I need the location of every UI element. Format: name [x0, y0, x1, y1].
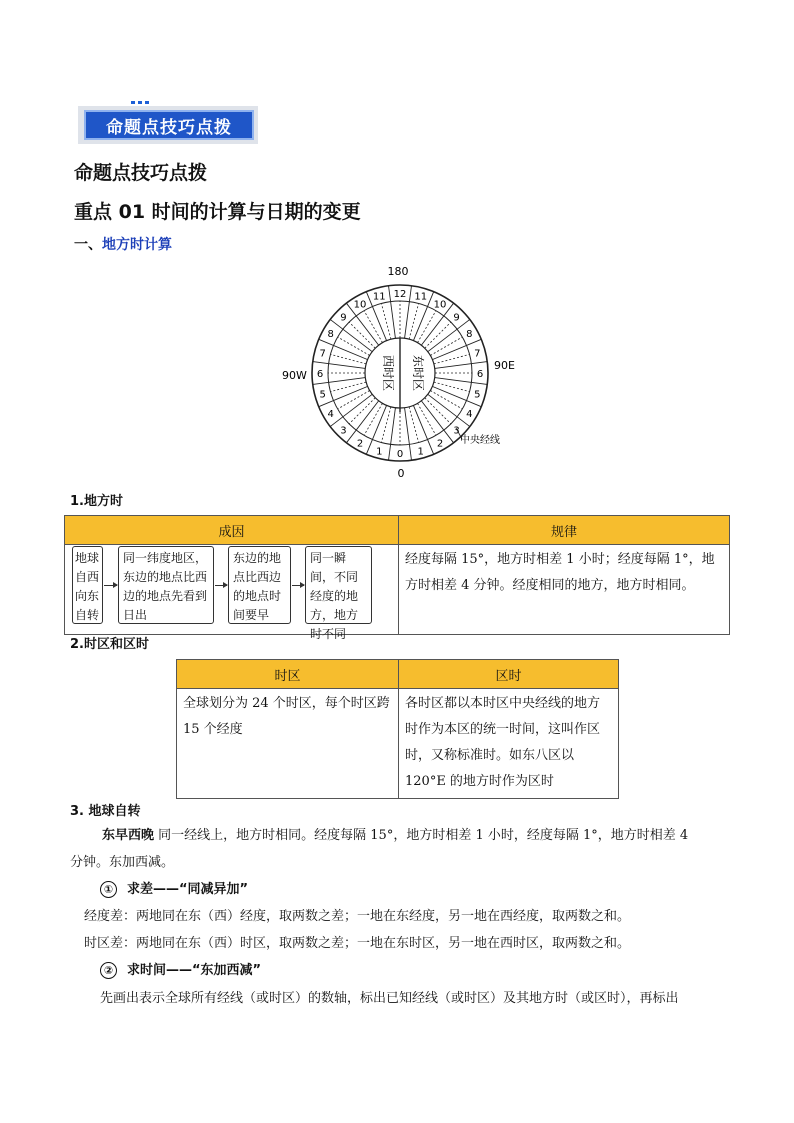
east-zone-number: 8	[466, 329, 473, 340]
east-zone-number: 3	[453, 425, 460, 437]
section-heading: 一、地方时计算	[74, 237, 172, 253]
rule-cell: 经度每隔 15°，地方时相差 1 小时；经度每隔 1°，地方时相差 4 分钟。经度相同的地方，地方时相同。	[399, 545, 730, 635]
zone-number-12: 12	[393, 289, 407, 300]
east-zone-number: 2	[436, 438, 444, 450]
zone-number-0: 0	[396, 449, 404, 460]
east-zone-number: 10	[433, 299, 447, 311]
item1: ① 求差——“同减异加”	[100, 876, 248, 904]
zone-cell: 全球划分为 24 个时区，每个时区跨 15 个经度	[177, 689, 399, 799]
item2: ② 求时间——“东加西减”	[100, 957, 261, 985]
para1-cont: 分钟。东加西减。	[70, 855, 175, 870]
east-zone-number: 4	[466, 409, 473, 420]
central-meridian-line	[409, 407, 419, 443]
central-meridian-line	[330, 382, 366, 392]
flow-box-2: 同一纬度地区，东边的地点比西边的地点先看到日出	[118, 546, 214, 624]
col-cause: 成因	[65, 516, 399, 545]
sub3-label: 3. 地球自转	[70, 804, 141, 819]
flow-box-4: 同一瞬间，不同经度的地方，地方时不同	[305, 546, 372, 624]
central-meridian-line	[434, 354, 470, 364]
banner-title: 命题点技巧点拨	[84, 110, 254, 140]
east-zone-number: 6	[476, 369, 484, 380]
west-zone-number: 6	[316, 369, 324, 380]
col-zone: 时区	[177, 660, 399, 689]
main-heading: 命题点技巧点拨	[74, 162, 208, 184]
col-time: 区时	[399, 660, 619, 689]
west-zone-number: 10	[353, 299, 367, 311]
west-zone-number: 3	[340, 425, 347, 437]
west-zone-number: 5	[319, 389, 326, 401]
west-zone-number: 1	[376, 446, 383, 458]
zone-boundary	[313, 362, 366, 369]
key-heading: 重点 01 时间的计算与日期的变更	[74, 201, 361, 223]
west-zone-number: 4	[327, 409, 334, 420]
time-zone-diagram	[270, 262, 530, 482]
zone-boundary	[389, 408, 396, 461]
central-meridian-line	[330, 354, 366, 364]
sub1-label: 1.地方时	[70, 494, 123, 509]
label-0: 0	[397, 467, 405, 480]
east-zone-number: 11	[414, 291, 428, 303]
flow-arrow	[292, 585, 304, 586]
west-zone-number: 9	[340, 312, 347, 324]
label-90e: 90E	[494, 359, 515, 372]
east-zone-number: 7	[474, 348, 481, 360]
zone-boundary	[435, 362, 488, 369]
col-rule: 规律	[399, 516, 730, 545]
central-meridian-line	[434, 382, 470, 392]
east-zone-number: 1	[417, 446, 424, 458]
central-meridian-line	[381, 407, 391, 443]
west-zone-number: 2	[356, 438, 364, 450]
east-zone-number: 5	[474, 389, 481, 401]
flow-arrow	[215, 585, 227, 586]
time-zone-table	[176, 659, 619, 799]
para-last: 先画出表示全球所有经线（或时区）的数轴，标出已知经线（或时区）及其地方时（或区时），再标出	[100, 991, 679, 1006]
flow-box-3: 东边的地点比西边的地点时间要早	[228, 546, 291, 624]
west-zone-number: 11	[372, 291, 386, 303]
flow-box-1: 地球自西向东自转	[72, 546, 103, 624]
zone-boundary	[405, 408, 412, 461]
sub2-label: 2.时区和区时	[70, 637, 149, 652]
east-zone-label: 东时区	[411, 354, 425, 392]
central-meridian-line	[381, 303, 391, 339]
para1: 东早西晚 同一经线上，地方时相同。经度每隔 15°，地方时相差 1 小时，经度每隔 1°，地方时相差 4	[102, 828, 689, 843]
central-meridian-label: 中央经线	[460, 435, 500, 446]
label-180: 180	[387, 265, 409, 278]
time-cell: 各时区都以本时区中央经线的地方时作为本区的统一时间，这叫作区时，又称标准时。如东八区以 120°E 的地方时作为区时	[399, 689, 619, 799]
west-zone-number: 7	[319, 348, 326, 360]
line-timezone: 时区差：两地同在东（西）时区，取两数之差；一地在东时区，另一地在西时区，取两数之和。	[84, 936, 631, 951]
west-zone-label: 西时区	[381, 354, 395, 392]
east-zone-number: 9	[453, 312, 460, 324]
central-meridian-line	[409, 303, 419, 339]
label-90w: 90W	[282, 369, 307, 382]
west-zone-number: 8	[327, 329, 334, 340]
line-longitude: 经度差：两地同在东（西）经度，取两数之差；一地在东经度，另一地在西经度，取两数之和。	[84, 909, 631, 924]
flow-arrow	[104, 585, 117, 586]
banner-dots	[131, 101, 149, 104]
